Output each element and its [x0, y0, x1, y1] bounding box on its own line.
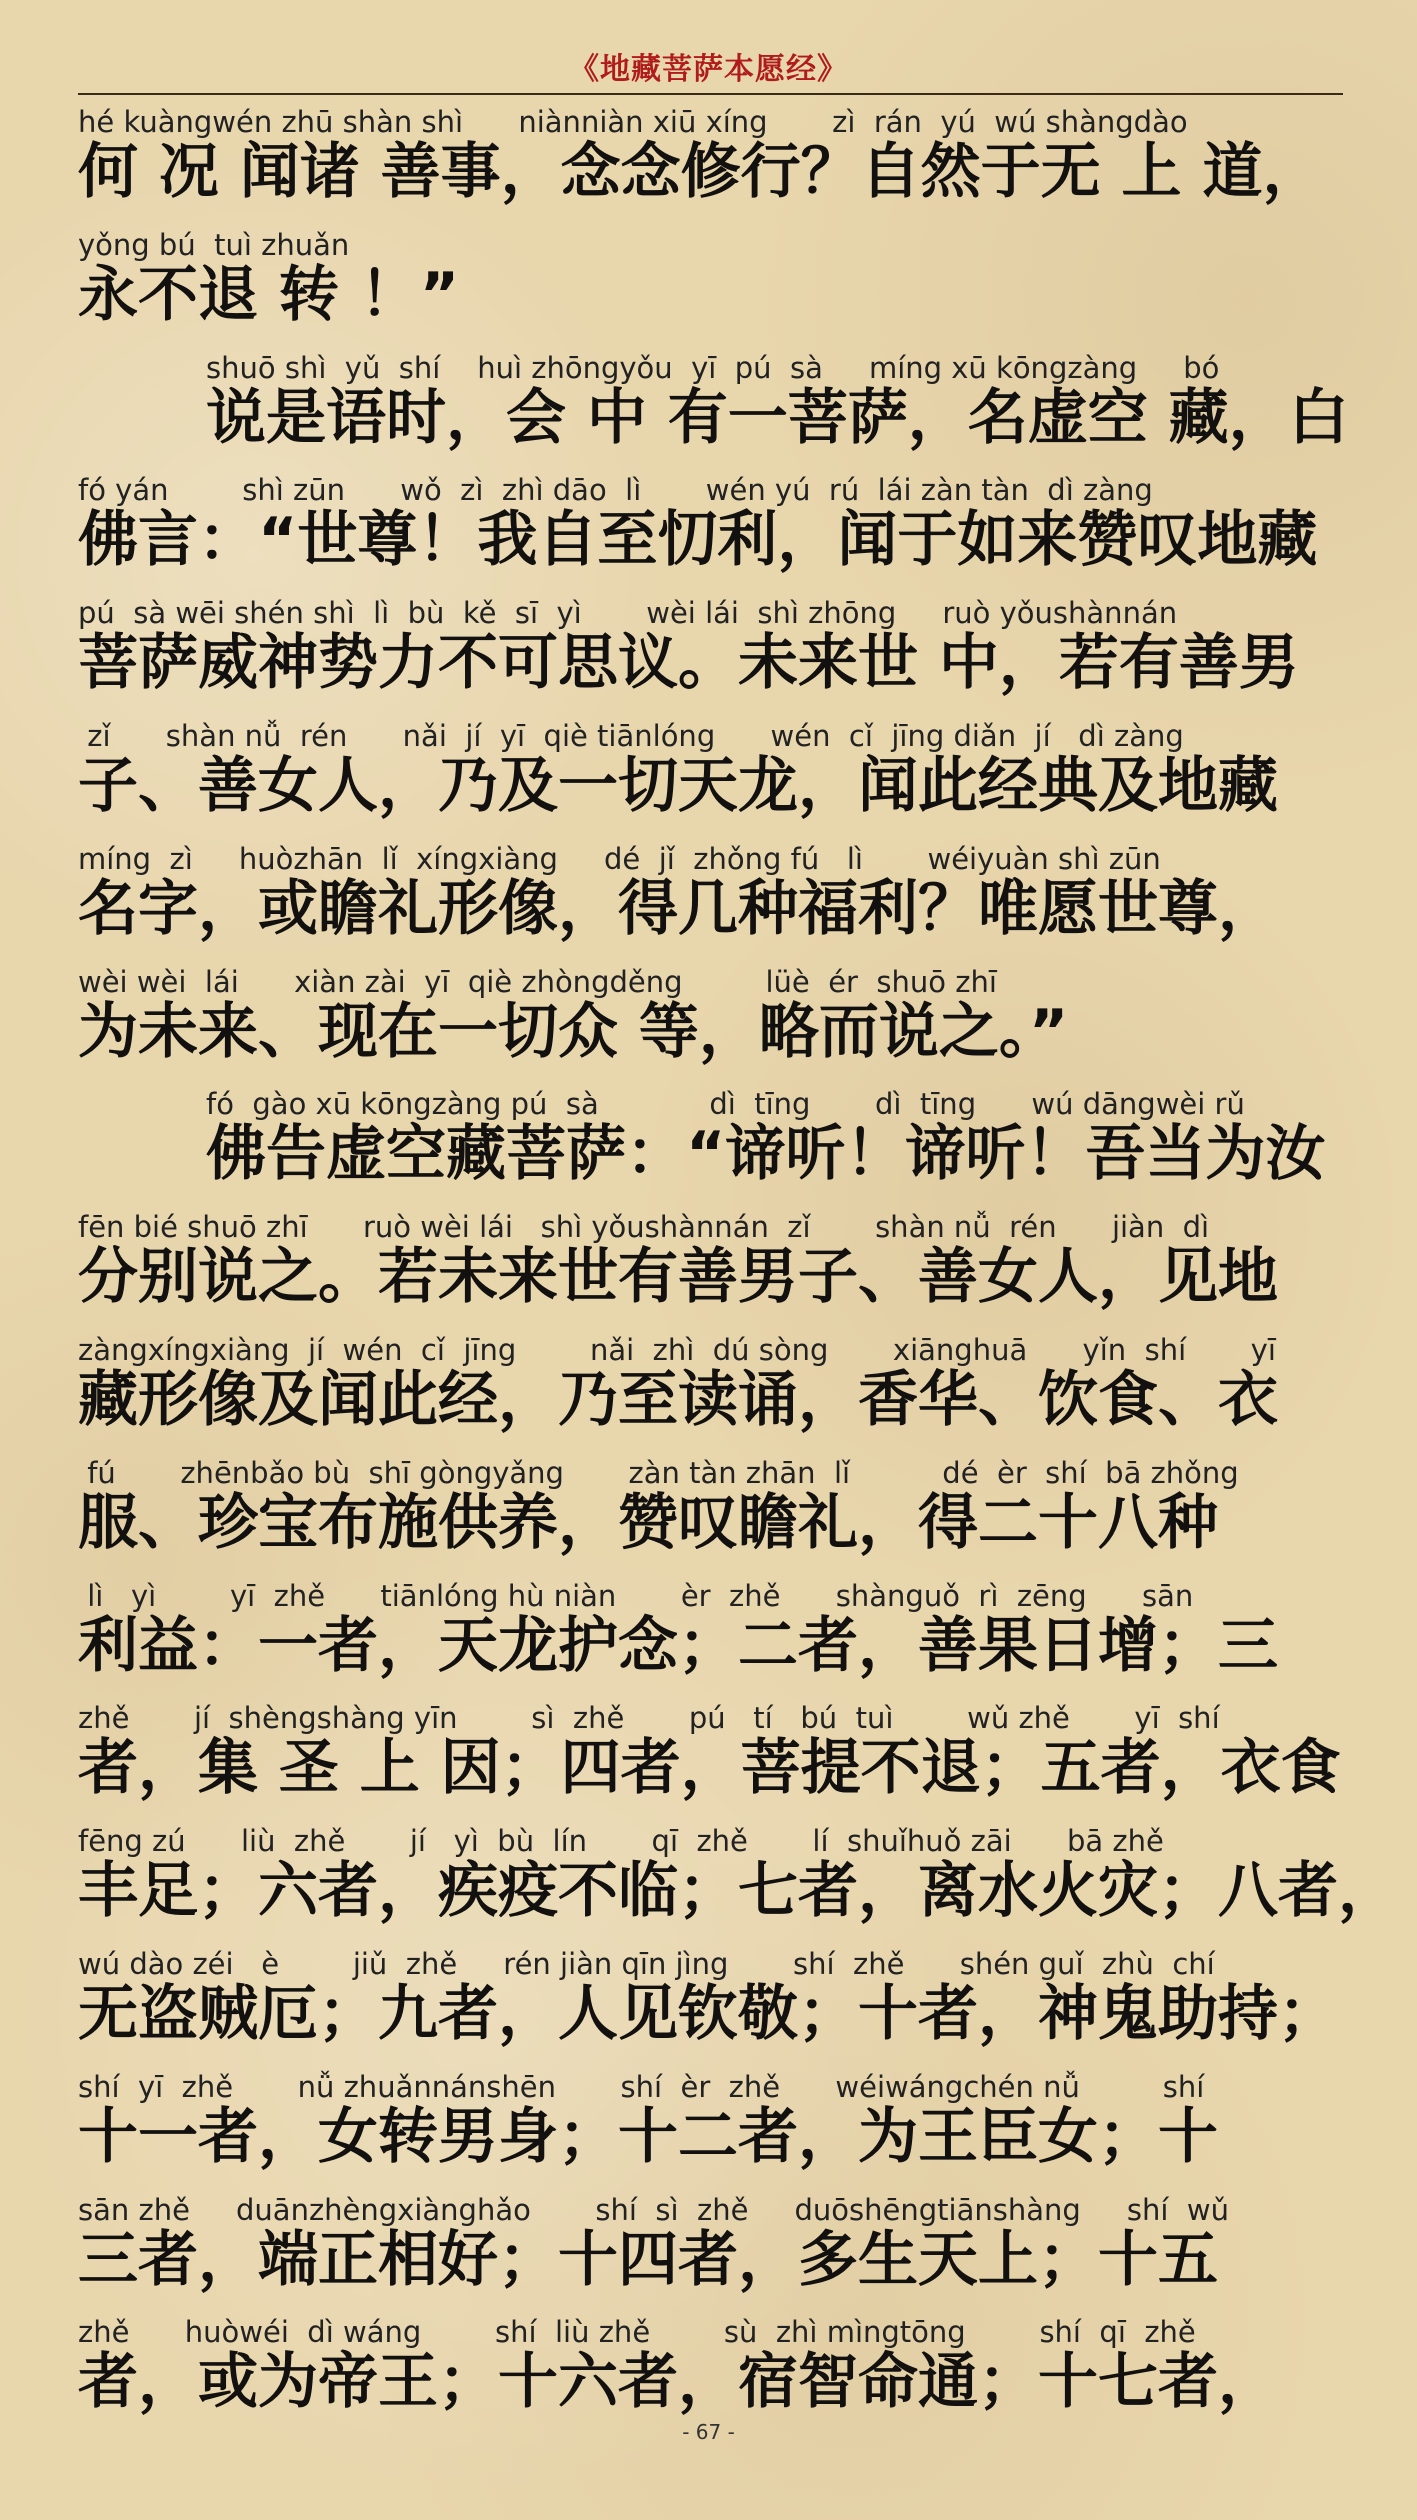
- text-line: [78, 2065, 1343, 2188]
- hanzi-row: 藏形像及闻此经，乃至读诵，香华、饮食、衣: [78, 1364, 1278, 1435]
- hanzi-row: 说是语时，会 中 有一菩萨，名虚空 藏，白: [206, 382, 1349, 453]
- hanzi-row: 佛告虚空藏菩萨：“谛听！谛听！吾当为汝: [206, 1119, 1326, 1190]
- text-line: [78, 1696, 1343, 1819]
- text-line: [78, 2188, 1343, 2311]
- pinyin-row: fēng zú liù zhě jí yì bù lín qī zhě lí shuǐhuǒ zāi bā zhě: [78, 1824, 1164, 1859]
- hanzi-row: 者，或为帝王；十六者，宿智命通；十七者，: [78, 2347, 1278, 2418]
- pinyin-row: hé kuàngwén zhū shàn shì niànniàn xiū xíng zì rán yú wú shàngdào: [78, 105, 1188, 139]
- hanzi-row: 三者，端正相好；十四者，多生天上；十五: [78, 2224, 1218, 2295]
- text-line: [78, 1205, 1343, 1328]
- hanzi-row: 利益：一者，天龙护念；二者，善果日增；三: [78, 1610, 1278, 1681]
- pinyin-row: zàngxíngxiàng jí wén cǐ jīng nǎi zhì dú sòng xiānghuā yǐn shí yī: [78, 1332, 1276, 1367]
- header-divider: [78, 93, 1343, 95]
- text-line: [78, 1451, 1343, 1574]
- book-title: 《地藏菩萨本愿经》: [569, 52, 848, 87]
- pinyin-row: zhě jí shèngshàng yīn sì zhě pú tí bú tuì wǔ zhě yī shí: [78, 1701, 1220, 1736]
- pinyin-row: fó yán shì zūn wǒ zì zhì dāo lì wén yú rú lái zàn tàn dì zàng: [78, 473, 1153, 508]
- hanzi-row: 分别说之。若未来世有善男子、善女人，见地: [78, 1242, 1278, 1313]
- pinyin-row: lì yì yī zhě tiānlóng hù niàn èr zhě shànguǒ rì zēng sān: [78, 1578, 1194, 1613]
- hanzi-row: 无盗贼厄；九者，人见钦敬；十者，神鬼助持；: [78, 1978, 1338, 2049]
- hanzi-row: 永不退 转 ！”: [78, 259, 460, 330]
- text-line: [78, 1328, 1343, 1451]
- hanzi-row: 何 况 闻诸 善事，念念修行？自然于无 上 道，: [78, 137, 1323, 207]
- hanzi-row: 丰足；六者，疾疫不临；七者，离水火灾；八者，: [78, 1856, 1398, 1927]
- text-line: [78, 468, 1343, 591]
- text-line: [78, 1942, 1343, 2065]
- pinyin-row: fú zhēnbǎo bù shī gòngyǎng zàn tàn zhān lǐ dé èr shí bā zhǒng: [78, 1455, 1239, 1490]
- text-line: [78, 714, 1343, 837]
- text-line: [78, 1819, 1398, 1942]
- hanzi-row: 服、珍宝布施供养，赞叹瞻礼，得二十八种: [78, 1487, 1218, 1558]
- text-line: [78, 837, 1343, 960]
- hanzi-row: 佛言：“世尊！我自至忉利，闻于如来赞叹地藏: [78, 505, 1318, 576]
- hanzi-row: 者，集 圣 上 因；四者，菩提不退；五者，衣食: [78, 1733, 1341, 1804]
- hanzi-row: 十一者，女转男身；十二者，为王臣女；十: [78, 2101, 1218, 2172]
- text-line: [78, 1082, 1343, 1205]
- pinyin-row: wèi wèi lái xiàn zài yī qiè zhòngděng lüè ér shuō zhī: [78, 964, 997, 999]
- pinyin-row: sān zhě duānzhèngxiànghǎo shí sì zhě duōshēngtiānshàng shí wǔ: [78, 2192, 1229, 2227]
- hanzi-row: 为未来、现在一切众 等，略而说之。”: [78, 996, 1069, 1067]
- pinyin-row: wú dào zéi è jiǔ zhě rén jiàn qīn jìng shí zhě shén guǐ zhù chí: [78, 1946, 1215, 1981]
- pinyin-row: pú sà wēi shén shì lì bù kě sī yì wèi lái shì zhōng ruò yǒushànnán: [78, 596, 1178, 631]
- pinyin-row: shí yī zhě nǚ zhuǎnnánshēn shí èr zhě wéiwángchén nǚ shí: [78, 2069, 1205, 2104]
- text-line: [78, 346, 1349, 469]
- text-line: [78, 1574, 1343, 1697]
- text-line: [78, 223, 1343, 346]
- text-line: [78, 2310, 1343, 2433]
- pinyin-row: zhě huòwéi dì wáng shí liù zhě sù zhì mìngtōng shí qī zhě: [78, 2315, 1196, 2350]
- pinyin-row: fēn bié shuō zhī ruò wèi lái shì yǒushànnán zǐ shàn nǚ rén jiàn dì: [78, 1210, 1210, 1245]
- text-line: [78, 960, 1343, 1083]
- text-line: [78, 591, 1343, 714]
- hanzi-row: 名字，或瞻礼形像，得几种福利？唯愿世尊，: [78, 873, 1278, 944]
- hanzi-row: 子、善女人，乃及一切天龙，闻此经典及地藏: [78, 750, 1278, 821]
- text-line: [78, 100, 1343, 223]
- pinyin-row: shuō shì yǔ shí huì zhōngyǒu yī pú sà míng xū kōngzàng bó: [206, 350, 1220, 385]
- pinyin-row: zǐ shàn nǚ rén nǎi jí yī qiè tiānlóng wén cǐ jīng diǎn jí dì zàng: [78, 718, 1184, 753]
- pinyin-row: míng zì huòzhān lǐ xíngxiàng dé jǐ zhǒng fú lì wéiyuàn shì zūn: [78, 841, 1161, 876]
- pinyin-row: fó gào xū kōngzàng pú sà dì tīng dì tīng wú dāngwèi rǔ: [206, 1087, 1245, 1122]
- scripture-text: [78, 100, 1398, 2433]
- page-number: - 67 -: [682, 2420, 735, 2444]
- hanzi-row: 菩萨威神势力不可思议。未来世 中，若有善男: [78, 628, 1299, 699]
- pinyin-row: yǒng bú tuì zhuǎn: [78, 227, 350, 262]
